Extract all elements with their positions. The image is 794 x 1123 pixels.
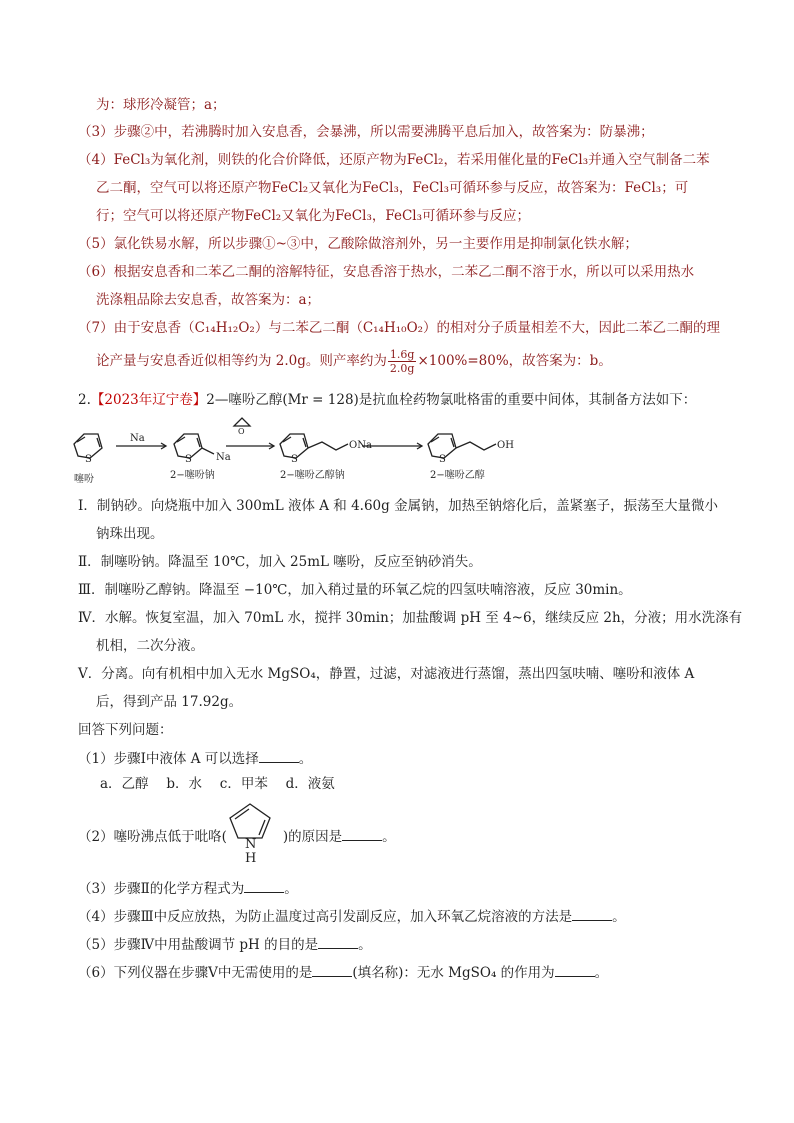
thiophene-S: S xyxy=(85,454,92,465)
pyrrole-nitrogen: N xyxy=(245,837,257,852)
thienyl-ethanol-S: S xyxy=(439,454,446,465)
question-1-end: 。 xyxy=(298,751,313,767)
question-2-blank[interactable] xyxy=(342,826,382,841)
thienyl-ethoxide-name: 2−噻吩乙醇钠 xyxy=(280,470,345,481)
question-6 xyxy=(78,962,608,983)
sodium-reagent-label: Na xyxy=(130,433,145,444)
question-4-text: （4）步骤Ⅲ中反应放热，为防止温度过高引发副反应，加入环氧乙烷溶液的方法是 xyxy=(78,909,573,925)
question-6-text: （6）下列仪器在步骤Ⅴ中无需使用的是 xyxy=(78,965,313,981)
question-4-end: 。 xyxy=(612,909,626,925)
sodium-substituent: Na xyxy=(216,452,231,463)
epoxide-structure xyxy=(234,418,250,426)
thiophene-name: 噻吩 xyxy=(74,474,94,485)
ethoxide-ONa: ONa xyxy=(349,440,372,451)
question-1 xyxy=(78,748,312,769)
question-6-blank-2[interactable] xyxy=(555,962,595,977)
question-3-text: （3）步骤Ⅱ的化学方程式为 xyxy=(78,881,245,897)
question-6-end: 。 xyxy=(594,965,609,981)
step-5-line-2: 后，得到产品 17.92g。 xyxy=(96,694,243,710)
questions-prompt: 回答下列问题： xyxy=(78,722,173,738)
problem-number: 2. xyxy=(78,392,91,408)
sodium-thienyl-S: S xyxy=(185,454,192,465)
answer-line-1: 为：球形冷凝管；a； xyxy=(96,97,226,113)
answer-q7-text: 论产量与安息香近似相等约为 2.0g。则产率约为 xyxy=(96,353,387,369)
ethanol-OH: OH xyxy=(497,440,514,451)
thienyl-ethanol-name: 2−噻吩乙醇 xyxy=(430,470,485,481)
step-3: Ⅲ．制噻吩乙醇钠。降温至 −10℃，加入稍过量的环氧乙烷的四氢呋喃溶液，反应 30min。 xyxy=(78,582,632,598)
question-3-end: 。 xyxy=(284,881,298,897)
question-1-blank[interactable] xyxy=(259,748,299,763)
step-1-line-2: 钠珠出现。 xyxy=(96,526,164,542)
step-4-line-2: 机相，二次分液。 xyxy=(96,638,204,654)
question-2-text: （2）噻吩沸点低于吡咯( xyxy=(78,829,227,845)
answer-q6-line-2: 洗涤粗品除去安息香，故答案为：a； xyxy=(96,292,321,308)
step-4-line-1: Ⅳ．水解。恢复室温，加入 70mL 水，搅拌 30min；加盐酸调 pH 至 4~6，继续反应 2h，分液；用水洗涤有 xyxy=(78,610,743,626)
pyrrole-hydrogen: H xyxy=(245,851,257,864)
question-6-blank-1[interactable] xyxy=(312,962,352,977)
yield-fraction xyxy=(388,348,417,375)
fraction-denominator: 2.0g xyxy=(389,362,415,375)
answer-q7-result: ×100%=80%，故答案为：b。 xyxy=(417,353,612,369)
question-2-end: 。 xyxy=(382,829,396,845)
problem-source-tag: 【2023年辽宁卷】 xyxy=(90,392,207,408)
step-5-line-1: Ⅴ．分离。向有机相中加入无水 MgSO₄，静置，过滤，对滤液进行蒸馏，蒸出四氢呋喃、噻吩和液体 A xyxy=(78,666,695,682)
fraction-numerator: 1.6g xyxy=(389,348,415,361)
question-1-text: （1）步骤Ⅰ中液体 A 可以选择 xyxy=(78,751,259,767)
question-4 xyxy=(78,906,626,927)
answer-q6-line-1: （6）根据安息香和二苯乙二酮的溶解特征，安息香溶于热水，二苯乙二酮不溶于水，所以可以采用热水 xyxy=(78,264,695,280)
step-2: Ⅱ．制噻吩钠。降温至 10℃，加入 25mL 噻吩，反应至钠砂消失。 xyxy=(78,554,482,570)
question-5-blank[interactable] xyxy=(318,934,358,949)
sodium-thienyl-name: 2−噻吩钠 xyxy=(170,470,215,481)
question-4-blank[interactable] xyxy=(572,906,612,921)
answer-q7-line-1: （7）由于安息香（C₁₄H₁₂O₂）与二苯乙二酮（C₁₄H₁₀O₂）的相对分子质量相差不大，因此二苯乙二酮的理 xyxy=(78,320,721,336)
problem-intro: 2—噻吩乙醇(Mr = 128)是抗血栓药物氯吡格雷的重要中间体，其制备方法如下： xyxy=(206,392,697,408)
answer-q7-line-2 xyxy=(96,348,612,375)
question-5-text: （5）步骤Ⅳ中用盐酸调节 pH 的目的是 xyxy=(78,937,319,953)
step-1-line-1: Ⅰ．制钠砂。向烧瓶中加入 300mL 液体 A 和 4.60g 金属钠，加热至钠熔化后，盖紧塞子，振荡至大量微小 xyxy=(78,498,719,514)
question-1-options: a．乙醇 b．水 c．甲苯 d．液氨 xyxy=(100,776,335,792)
answer-q4-line-3: 行；空气可以将还原产物FeCl₂又氧化为FeCl₃，FeCl₃可循环参与反应； xyxy=(96,208,531,224)
sodium-thienyl-structure xyxy=(174,434,214,458)
question-6-mid: (填名称)：无水 MgSO₄ 的作用为 xyxy=(352,965,555,981)
question-5-end: 。 xyxy=(358,937,372,953)
problem-header xyxy=(78,390,696,410)
thienyl-ethoxide-S: S xyxy=(291,454,298,465)
question-5 xyxy=(78,934,372,955)
reaction-scheme xyxy=(66,414,566,490)
question-2-reason: )的原因是 xyxy=(282,829,343,845)
answer-q4-line-2: 乙二酮，空气可以将还原产物FeCl₂又氧化为FeCl₃，FeCl₃可循环参与反应，故答案为：FeCl₃；可 xyxy=(96,180,689,196)
answer-q3: （3）步骤②中，若沸腾时加入安息香，会暴沸，所以需要沸腾平息后加入，故答案为：防暴沸； xyxy=(78,124,654,140)
answer-q5: （5）氯化铁易水解，所以步骤①~③中，乙酸除做溶剂外，另一主要作用是抑制氯化铁水解； xyxy=(78,236,638,252)
question-3 xyxy=(78,878,298,899)
answer-q4-line-1: （4）FeCl₃为氧化剂，则铁的化合价降低，还原产物为FeCl₂，若采用催化量的FeCl₃并通入空气制备二苯 xyxy=(78,152,710,168)
pyrrole-structure xyxy=(220,798,280,864)
question-3-blank[interactable] xyxy=(244,878,284,893)
epoxide-O: O xyxy=(238,427,245,436)
